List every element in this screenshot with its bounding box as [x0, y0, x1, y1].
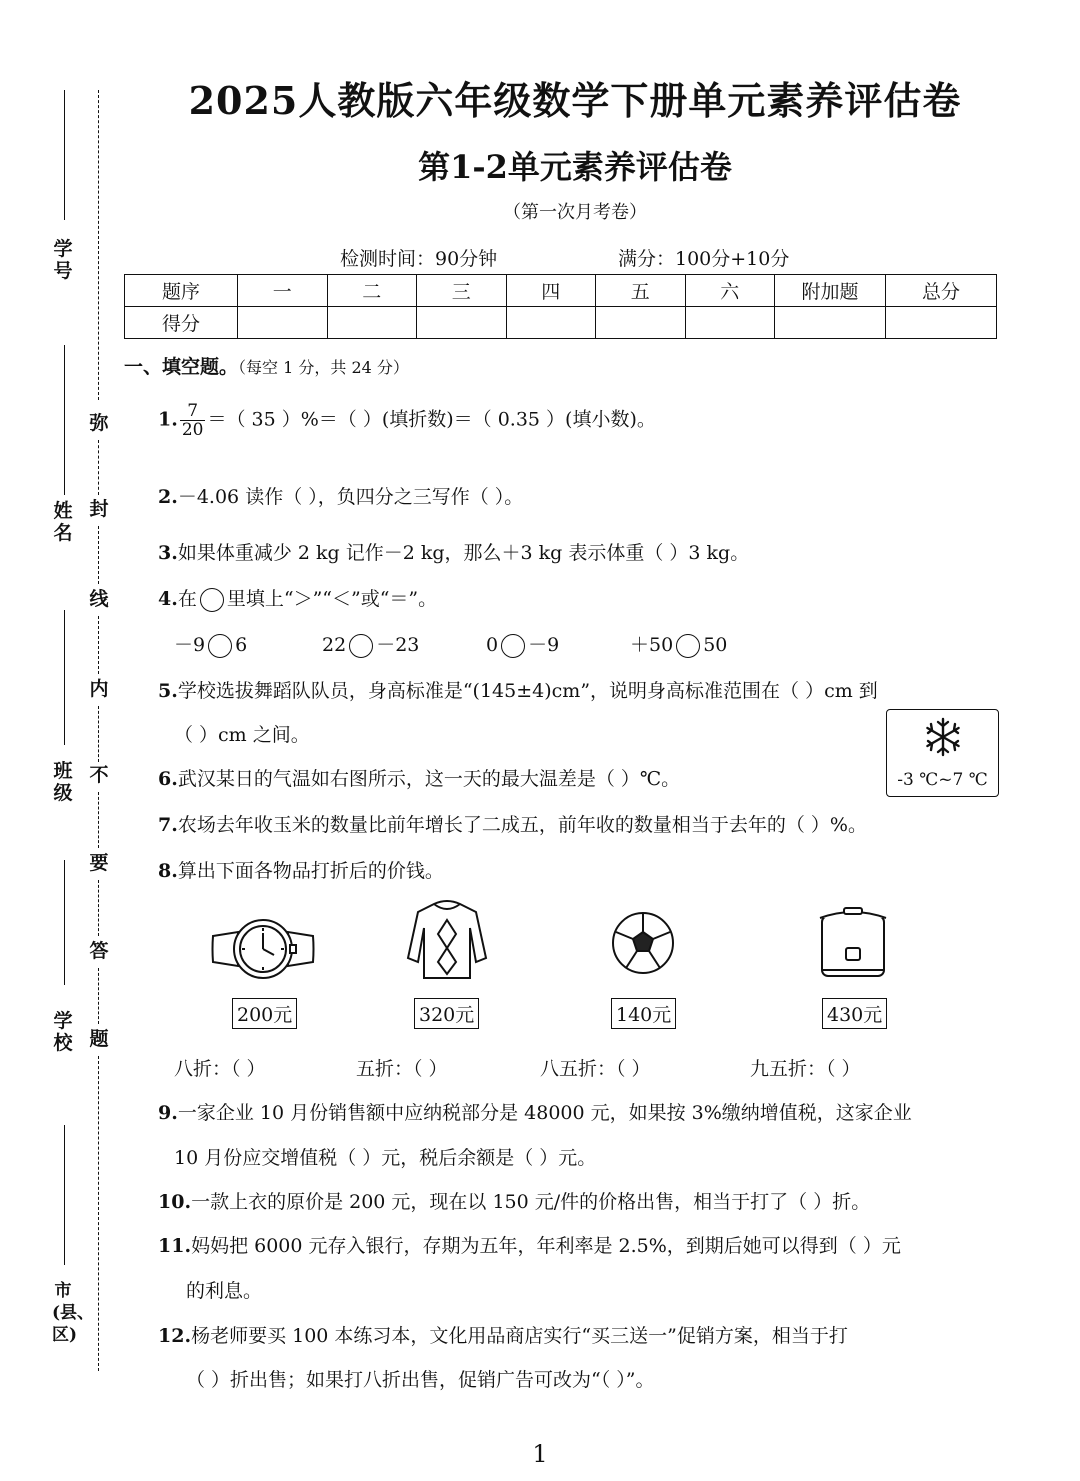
- sidebar-label-school: 学校: [53, 1010, 73, 1054]
- seal-dashed-line: [98, 440, 99, 495]
- compare-item: －9 6: [174, 634, 248, 656]
- compare-circle[interactable]: [208, 634, 232, 658]
- score-input-cell[interactable]: [327, 307, 417, 339]
- score-input-cell[interactable]: [417, 307, 507, 339]
- question-3: 3.如果体重减少 2 kg 记作－2 kg，那么＋3 kg 表示体重（ ）3 kg。: [158, 542, 750, 564]
- exam-type: （第一次月考卷）: [503, 202, 647, 223]
- question-1: 1. $\frac{7}{20}$ ＝（ 35 ）%＝（ ）(填折数)＝（ 0.35 ）(填小数)。: [158, 401, 656, 440]
- sidebar-line: [64, 860, 65, 985]
- seal-char: 题: [89, 1028, 109, 1050]
- price-tag: 200元: [232, 998, 297, 1029]
- compare-item: 22 －23: [322, 634, 420, 656]
- seal-dashed-line: [98, 616, 99, 674]
- rice-cooker-icon: [816, 904, 890, 982]
- score-table: [124, 274, 997, 339]
- question-11-line2: 的利息。: [186, 1280, 263, 1302]
- score-input-cell[interactable]: [886, 307, 997, 339]
- question-2: 2.－4.06 读作（ ），负四分之三写作（ ）。: [158, 486, 524, 508]
- time-label: 检测时间：90分钟: [340, 248, 498, 270]
- seal-dashed-line: [98, 90, 99, 400]
- table-cell: 二: [327, 275, 417, 307]
- compare-circle[interactable]: [501, 634, 525, 658]
- sidebar-line: [64, 345, 65, 495]
- table-cell: 得分: [125, 307, 238, 339]
- compare-item: ＋50 50: [630, 634, 728, 656]
- question-9-line2: 10 月份应交增值税（ ）元，税后余额是（ ）元。: [174, 1147, 597, 1169]
- seal-char: 要: [89, 852, 109, 874]
- question-6: 6.武汉某日的气温如右图所示，这一天的最大温差是（ ）℃。: [158, 768, 681, 790]
- seal-char: 内: [89, 678, 109, 700]
- seal-dashed-line: [98, 880, 99, 936]
- seal-char: 答: [89, 940, 109, 962]
- score-input-cell[interactable]: [238, 307, 328, 339]
- question-12: 12.杨老师要买 100 本练习本，文化用品商店实行“买三送一”促销方案，相当于打: [158, 1325, 848, 1347]
- page-number: 1: [532, 1440, 548, 1468]
- question-12-line2: （ ）折出售；如果打八折出售，促销广告可改为“（ ）”。: [186, 1369, 655, 1391]
- table-cell: 题序: [125, 275, 238, 307]
- score-input-cell[interactable]: [685, 307, 775, 339]
- table-cell: 总分: [886, 275, 997, 307]
- score-input-cell[interactable]: [506, 307, 596, 339]
- score-table-header-row: [125, 275, 997, 307]
- seal-dashed-line: [98, 526, 99, 584]
- seal-char: 弥: [89, 412, 109, 434]
- seal-dashed-line: [98, 1056, 99, 1371]
- compare-circle[interactable]: [676, 634, 700, 658]
- table-cell: 一: [238, 275, 328, 307]
- sidebar-label-city: 市(县、区): [52, 1281, 95, 1345]
- table-cell: 六: [685, 275, 775, 307]
- score-table-score-row: [125, 307, 997, 339]
- table-cell: 四: [506, 275, 596, 307]
- seal-char: 线: [89, 588, 109, 610]
- exam-title: 2025人教版六年级数学下册单元素养评估卷: [188, 78, 962, 123]
- circle-icon: [200, 588, 224, 612]
- question-5-line2: （ ）cm 之间。: [174, 724, 310, 746]
- section-heading: 一、填空题。（每空 1 分，共 24 分）: [124, 356, 409, 378]
- question-7: 7.农场去年收玉米的数量比前年增长了二成五，前年收的数量相当于去年的（ ）%。: [158, 814, 867, 836]
- score-input-cell[interactable]: [596, 307, 686, 339]
- discount-answer[interactable]: 八折：（ ）: [174, 1058, 266, 1080]
- table-cell: 五: [596, 275, 686, 307]
- price-tag: 430元: [822, 998, 887, 1029]
- score-input-cell[interactable]: [775, 307, 886, 339]
- seal-char: 不: [89, 764, 109, 786]
- temperature-range: -3 ℃~7 ℃: [897, 770, 988, 790]
- question-8: 8.算出下面各物品打折后的价钱。: [158, 860, 444, 882]
- question-9: 9.一家企业 10 月份销售额中应纳税部分是 48000 元，如果按 3%缴纳增值税，这家企业: [158, 1102, 912, 1124]
- sidebar-label-class: 班级: [53, 760, 73, 804]
- sidebar-line: [64, 1125, 65, 1265]
- sidebar-label-name: 姓名: [53, 500, 73, 544]
- compare-circle[interactable]: [349, 634, 373, 658]
- question-5: 5.学校选拔舞蹈队队员，身高标准是“(145±4)cm”，说明身高标准范围在（ ）cm 到: [158, 680, 878, 702]
- fraction: $\frac{7}{20}$: [181, 401, 204, 440]
- question-4: 4.在 里填上“＞”“＜”或“＝”。: [158, 588, 438, 610]
- snowflake-icon: [922, 716, 964, 758]
- price-tag: 320元: [414, 998, 479, 1029]
- temperature-box: [886, 709, 999, 797]
- table-cell: 三: [417, 275, 507, 307]
- discount-answer[interactable]: 五折：（ ）: [356, 1058, 448, 1080]
- price-tag: 140元: [611, 998, 676, 1029]
- watch-icon: [210, 912, 316, 986]
- seal-dashed-line: [98, 706, 99, 762]
- discount-answer[interactable]: 八五折：（ ）: [540, 1058, 651, 1080]
- sweater-icon: [406, 898, 488, 982]
- exam-subtitle: 第1-2单元素养评估卷: [418, 148, 732, 186]
- sidebar-label-student-id: 学号: [53, 238, 73, 282]
- question-11: 11.妈妈把 6000 元存入银行，存期为五年，年利率是 2.5%，到期后她可以得到（ ）元: [158, 1235, 901, 1257]
- discount-answer[interactable]: 九五折：（ ）: [750, 1058, 861, 1080]
- compare-item: 0 －9: [486, 634, 560, 656]
- seal-dashed-line: [98, 792, 99, 848]
- seal-dashed-line: [98, 968, 99, 1024]
- full-score-label: 满分：100分+10分: [618, 248, 790, 270]
- table-cell: 附加题: [775, 275, 886, 307]
- sidebar-line: [64, 610, 65, 745]
- soccer-ball-icon: [610, 910, 676, 976]
- seal-char: 封: [89, 498, 109, 520]
- question-10: 10.一款上衣的原价是 200 元，现在以 150 元/件的价格出售，相当于打了（ ）折。: [158, 1191, 871, 1213]
